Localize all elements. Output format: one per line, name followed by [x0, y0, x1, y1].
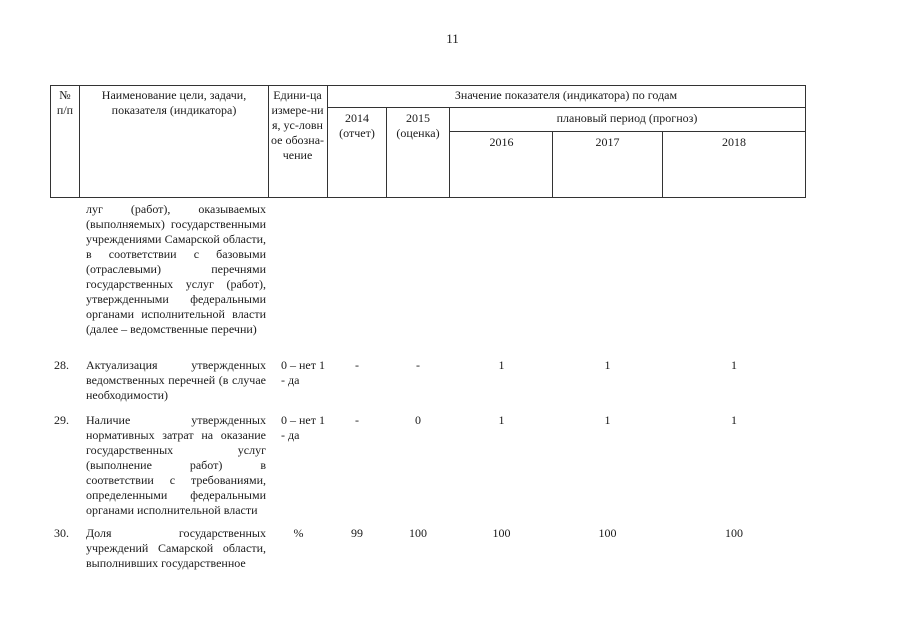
header-unit: Едини-ца измере-ния, ус-ловное обозна-чение — [270, 88, 325, 162]
header-vline-2015 — [449, 107, 450, 198]
header-vline-right — [805, 85, 806, 198]
header-divider-years — [327, 107, 806, 108]
header-vline-name — [268, 85, 269, 198]
header-top-border — [50, 85, 806, 86]
row-unit: 0 – нет 1 - да — [281, 413, 325, 442]
row-num: 28. — [54, 358, 69, 372]
header-2017-label: 2017 — [595, 135, 620, 149]
header-vline-num — [79, 85, 80, 198]
row-name: Актуализация утвержденных ведомственных перечней (в случае необходимости) — [86, 358, 266, 402]
header-vline-2017 — [662, 131, 663, 198]
row-name: Доля государственных учреждений Самарской области, выполнивших государственное — [86, 526, 266, 570]
row-value-2015: 0 — [415, 413, 421, 427]
row-value-2016: 100 — [492, 526, 511, 540]
header-vline-unit — [327, 85, 328, 198]
row-value-2015: 100 — [409, 526, 427, 540]
row-value-2018: 100 — [725, 526, 743, 540]
row-value-2014: - — [355, 358, 359, 372]
header-bottom-border — [50, 197, 806, 198]
continuation-text: луг (работ), оказываемых (выполняемых) государственными учреждениями Самарской области, в соответствии с базовыми (отраслевыми) перечнями государственных услуг (работ), утвержденными федеральными органами исполнительной власти (далее – ведомственные перечни) — [86, 202, 266, 336]
row-num: 29. — [54, 413, 69, 427]
row-num: 30. — [54, 526, 69, 540]
header-values-title: Значение показателя (индикатора) по годам — [454, 88, 678, 102]
row-value-2018: 1 — [731, 413, 737, 427]
row-value-2015: - — [416, 358, 420, 372]
row-value-2017: 1 — [604, 413, 611, 427]
row-value-2017: 1 — [604, 358, 611, 372]
row-unit: 0 – нет 1 - да — [281, 358, 325, 387]
header-2014: 2014 (отчет) — [339, 111, 375, 140]
header-planned: плановый период (прогноз) — [556, 111, 698, 125]
header-vline-2016 — [552, 131, 553, 198]
row-value-2017: 100 — [598, 526, 617, 540]
row-value-2014: - — [355, 413, 359, 427]
row-value-2014: 99 — [351, 526, 363, 540]
page-number: 11 — [446, 31, 459, 46]
header-2015: 2015 (оценка) — [396, 111, 440, 140]
header-name: Наименование цели, задачи, показателя (индикатора) — [101, 88, 247, 117]
header-2018-label: 2018 — [722, 135, 746, 149]
header-vline-left — [50, 85, 51, 198]
header-num: № п/п — [56, 88, 74, 117]
row-value-2016: 1 — [498, 358, 505, 372]
header-2016-label: 2016 — [489, 135, 514, 149]
row-unit: % — [293, 526, 304, 540]
row-value-2018: 1 — [731, 358, 737, 372]
row-name: Наличие утвержденных нормативных затрат на оказание государственных услуг (выполнение работ) в соответствии с требованиями, определенными федеральными органами исполнительной власти — [86, 413, 266, 517]
row-value-2016: 1 — [498, 413, 505, 427]
header-vline-2014 — [386, 107, 387, 198]
header-divider-planned — [449, 131, 806, 132]
